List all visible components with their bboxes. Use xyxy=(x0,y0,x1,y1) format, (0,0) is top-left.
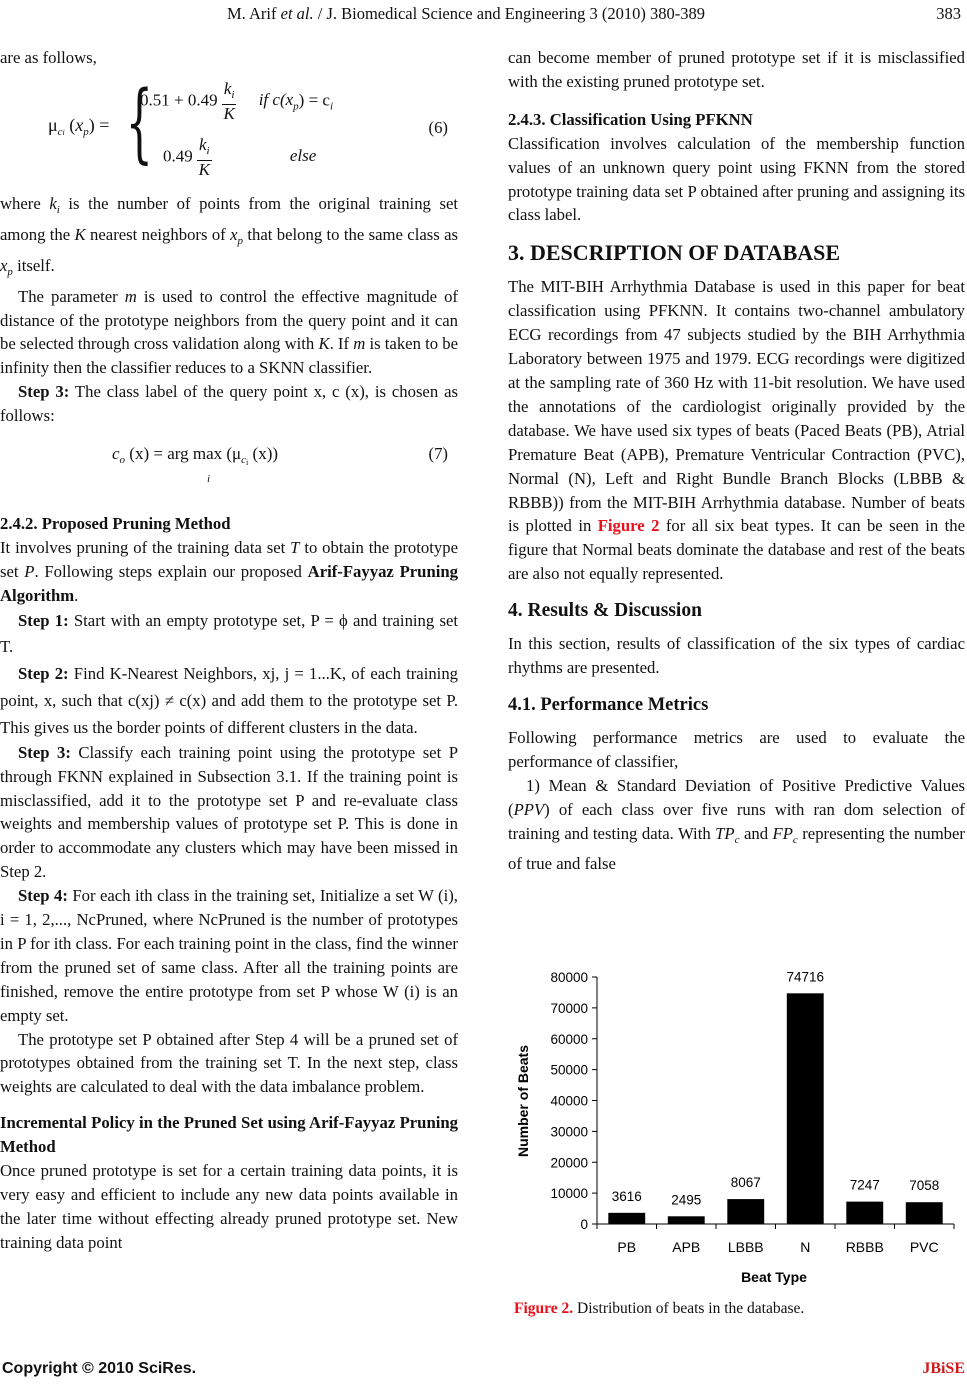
para-after-step4: The prototype set P obtained after Step 4 will be a pruned set of prototypes obtained from the training set T. In the next step, class weights are calculated to deal with the data imbalance problem. xyxy=(0,1029,458,1097)
x-tick-label-n: N xyxy=(800,1239,811,1255)
y-tick-label: 20000 xyxy=(550,1155,588,1171)
section-2-4-3-title: 2.4.3. Classification Using PFKNN xyxy=(508,109,753,129)
text-run: . If xyxy=(329,334,354,354)
right-column xyxy=(508,46,965,876)
math-tp: TP xyxy=(715,823,735,843)
eq6-case2-num: k xyxy=(199,134,207,154)
text-run: . xyxy=(74,585,79,605)
eq6-lhs-arg: x xyxy=(75,114,84,135)
data-label-n: 74716 xyxy=(786,969,825,985)
eq6-case2 xyxy=(163,136,316,179)
eq6-case1-cond-rhs: ) = c xyxy=(298,90,330,110)
para-pruning-intro xyxy=(0,536,458,608)
math-sub: p xyxy=(7,265,13,278)
bar-apb xyxy=(668,1216,705,1224)
eq7-tail: (x)) xyxy=(252,444,279,464)
data-label-pb: 3616 xyxy=(611,1188,642,1204)
beat-distribution-chart xyxy=(500,955,967,1295)
bar-rbbb xyxy=(846,1202,883,1224)
text-run: for all six beat types. It can be seen in the figure that Normal beats dominate the database and rest of the beats are also not equally represented. xyxy=(508,516,965,584)
y-tick-label: 70000 xyxy=(550,1000,588,1016)
step-label: Step 1: xyxy=(18,610,69,630)
eq6-case1-frac xyxy=(222,80,237,123)
para-performance-metrics: Following performance metrics are used to evaluate the performance of classifier, xyxy=(508,727,965,771)
eq6-case1-cond-sub: p xyxy=(293,100,299,113)
eq7-under: i xyxy=(207,473,211,486)
text-run: and xyxy=(739,823,773,843)
header-citation xyxy=(227,4,705,24)
math-ppv: PPV xyxy=(513,799,545,819)
figure-caption xyxy=(514,1300,804,1318)
y-tick-label: 80000 xyxy=(550,970,588,985)
text-run: is taken to be infinity then the classifier reduces to a SKNN classifier. xyxy=(0,334,459,378)
para-continuation: can become member of pruned prototype set if it is misclassified with the existing pruned prototype set. xyxy=(508,48,965,91)
math-sub: i xyxy=(56,203,60,216)
eq6-case1-cond: if c(x xyxy=(258,90,294,110)
eq6-case1 xyxy=(140,80,333,123)
x-tick-label-lbbb: LBBB xyxy=(727,1239,764,1255)
para-step1 xyxy=(0,608,458,660)
text-run: The parameter xyxy=(18,286,125,306)
math-x: x xyxy=(0,255,8,275)
para-step2 xyxy=(0,660,458,741)
math-x: x xyxy=(230,224,238,244)
eq7-mu-sub: c xyxy=(241,454,247,467)
equation-7 xyxy=(0,434,458,502)
y-axis-label: Number of Beats xyxy=(515,1044,531,1158)
math-sub: c xyxy=(792,833,798,846)
bar-pb xyxy=(608,1213,645,1224)
para-step3-class-label xyxy=(0,380,458,428)
eq7-mu-sub2: i xyxy=(246,458,249,468)
eq6-case2-frac xyxy=(197,136,212,179)
x-tick-label-pvc: PVC xyxy=(909,1239,939,1255)
text-run: representing the number of true and false xyxy=(508,823,965,874)
math-k: k xyxy=(49,193,57,213)
page-number: 383 xyxy=(936,4,961,23)
y-tick-label: 40000 xyxy=(550,1093,588,1109)
section-4-1-title: 4.1. Performance Metrics xyxy=(508,694,709,715)
eq7-body xyxy=(112,442,278,475)
eq6-lhs: $\mu_{ci}$ $(x_p)$ = xyxy=(48,114,110,138)
bar-pvc xyxy=(906,1202,943,1224)
eq6-case1-cond-rhs-sub: i xyxy=(329,100,334,113)
para-classification: Classification involves calculation of the membership function values of an unknown query point using FKNN from the stored prototype training data set P obtained after pruning and assigning its class label. xyxy=(508,133,965,225)
math-P: P xyxy=(24,561,35,581)
eq7-lhs: c xyxy=(112,444,120,464)
y-tick-label: 0 xyxy=(580,1217,588,1232)
y-tick-label: 30000 xyxy=(550,1124,588,1140)
text-run: to obtain the prototype set xyxy=(0,537,458,581)
copyright: Copyright © 2010 SciRes. xyxy=(2,1360,197,1377)
step-text: Find K-Nearest Neighbors, xj, j = 1...K, of each training point, x, such that c(xj) ≠ c(x) and add them to the prototype set P. This gives us the border points of different clusters in the data. xyxy=(0,663,459,737)
step-text: Start with an empty prototype set, P = ϕ and training set T. xyxy=(0,610,458,656)
eq7-argmax: (x) = arg max (μ xyxy=(129,444,242,464)
step-label: Step 4: xyxy=(18,886,68,906)
eq6-case2-num-sub: i xyxy=(206,144,210,157)
para-parameter-m xyxy=(0,285,458,381)
section-4-title: 4. Results & Discussion xyxy=(508,600,702,622)
eq6-case1-den: K xyxy=(223,103,235,123)
text-run: nearest neighbors of xyxy=(85,224,231,244)
eq6-case1-num-sub: i xyxy=(231,88,235,101)
eq6-number: (6) xyxy=(428,117,448,137)
math-T: T xyxy=(290,537,300,557)
eq6-case2-cond: else xyxy=(289,146,317,166)
para-step3 xyxy=(0,741,458,884)
math-K: K xyxy=(318,334,330,354)
para-metric-1 xyxy=(508,774,965,877)
section-2-4-2-title: 2.4.2. Proposed Pruning Method xyxy=(0,514,231,534)
figure-caption-text: Distribution of beats in the database. xyxy=(573,1300,805,1317)
section-3-title: 3. DESCRIPTION OF DATABASE xyxy=(508,240,841,266)
eq6-case1-num: k xyxy=(223,78,232,98)
y-tick-label: 60000 xyxy=(550,1031,588,1047)
step-label: Step 2: xyxy=(18,663,69,683)
eq6-lhs-sub: c xyxy=(57,125,63,138)
y-tick-label: 10000 xyxy=(550,1186,588,1202)
x-tick-label-apb: APB xyxy=(672,1239,701,1255)
eq6-case2-den: K xyxy=(198,159,210,179)
eq6-lhs-sub2: i xyxy=(62,127,65,137)
chart-bars xyxy=(608,993,942,1224)
para-ki-definition xyxy=(0,192,458,285)
eq6-case1-const: 0.51 + 0.49 xyxy=(140,90,218,110)
math-K: K xyxy=(74,224,86,244)
algorithm-name: Arif-Fayyaz Pruning Algorithm xyxy=(0,561,458,605)
bar-lbbb xyxy=(727,1199,764,1224)
text-run: 1) Mean & Standard Deviation of Positive Predictive Values ( xyxy=(508,775,965,819)
math-m: m xyxy=(124,286,137,306)
x-tick-label-rbbb: RBBB xyxy=(845,1239,884,1255)
left-column xyxy=(0,46,458,1255)
bar-n xyxy=(787,993,824,1224)
data-label-apb: 2495 xyxy=(671,1192,702,1208)
para-database xyxy=(508,275,965,586)
step-label: Step 3: xyxy=(18,742,71,762)
para-step4 xyxy=(0,884,458,1027)
x-axis-label: Beat Type xyxy=(741,1269,807,1285)
eq7-lhs-sub: o xyxy=(119,454,126,467)
x-tick-label-pb: PB xyxy=(617,1239,637,1255)
text-run: is the number of points from the original training set among the xyxy=(0,193,459,244)
step-label: Step 3: xyxy=(18,382,70,402)
step-text: For each ith class in the training set, Initialize a set W (i), i = 1, 2,..., NcPruned, where NcPruned is the number of prototypes in P for ith class. For each training point in the class, find the winner from the pruned set of same class. After all the training points are finished, remove the entire prototype from set P whose W (i) is an empty set. xyxy=(0,886,458,1025)
para-incremental-policy: Once pruned prototype is set for a certain training data points, it is very easy and efficient to include any new data points available in the later time without effecting already pruned prototype set. New training data point xyxy=(0,1161,458,1252)
math-sub: c xyxy=(734,833,740,846)
header-authors: M. Arif xyxy=(227,4,277,23)
intro-text: are as follows, xyxy=(0,48,97,67)
text-run: . Following steps explain our proposed xyxy=(34,561,308,581)
equation-6 xyxy=(0,74,458,192)
math-fp: FP xyxy=(772,823,793,843)
text-run: is used to control the effective magnitude of distance of the prototype neighbors from the query point and it can be selected through cross validation along with xyxy=(0,286,458,354)
step-text: Classify each training point using the prototype set P through FKNN explained in Subsection 3.1. If the training point is misclassified, add it to the prototype set P and re-evaluate class weights and membership values of prototype set P. This is done in order to accommodate any clusters which may have been missed in Step 2. xyxy=(0,742,458,882)
math-m: m xyxy=(353,334,366,354)
data-label-pvc: 7058 xyxy=(909,1178,940,1194)
text-run: ) of each class over five runs with ran dom selection of training and testing data. With xyxy=(508,799,965,843)
para-results: In this section, results of classification of the six types of cardiac rhythms are presented. xyxy=(508,634,965,678)
text-run: It involves pruning of the training data set xyxy=(0,537,291,557)
incremental-policy-title: Incremental Policy in the Pruned Set using Arif-Fayyaz Pruning Method xyxy=(0,1113,458,1157)
eq7-number: (7) xyxy=(428,444,448,464)
data-label-lbbb: 8067 xyxy=(730,1175,761,1191)
eq6-lhs-arg-sub: p xyxy=(83,125,89,138)
journal-abbreviation: JBiSE xyxy=(922,1360,965,1377)
header-journal: / J. Biomedical Science and Engineering 3 (2010) 380-389 xyxy=(317,4,705,23)
header-etal: et al. xyxy=(280,4,314,23)
chart-labels xyxy=(612,969,940,1255)
text-run: where xyxy=(0,193,50,213)
eq6-case2-const: 0.49 xyxy=(163,146,193,166)
math-sub: p xyxy=(237,234,244,247)
figure-label: Figure 2. xyxy=(514,1300,574,1317)
y-tick-label: 50000 xyxy=(550,1062,588,1078)
text-run: The MIT-BIH Arrhythmia Database is used in this paper for beat classification using PFKNN. It contains two-channel ambulatory ECG recordings from 47 subjects studied by the BIH Arrhythmia Laboratory between 1975 and 1979. ECG recordings were digitized at the sampling rate of 360 Hz with 11-bit resolution. We have used the annotations of the cardiologist originally provided by the database. We have used six types of beats (Paced Beats (PB), Atrial Premature Beat (APB), Premature Ventricular Contraction (PVC), Normal (N), Left and Right Bundle Branch Blocks (LBBB & RBBB)) from the MIT-BIH Arrhythmia database. Number of beats is plotted in xyxy=(508,277,965,536)
eq6-brace: { xyxy=(125,72,154,173)
text-run: itself. xyxy=(12,255,55,275)
data-label-rbbb: 7247 xyxy=(849,1177,880,1193)
figure-2-link[interactable]: Figure 2 xyxy=(597,516,660,536)
eq6-mu: μ xyxy=(48,114,58,135)
step-text: The class label of the query point x, c (x), is chosen as follows: xyxy=(0,382,458,426)
text-run: that belong to the same class as xyxy=(243,224,458,244)
